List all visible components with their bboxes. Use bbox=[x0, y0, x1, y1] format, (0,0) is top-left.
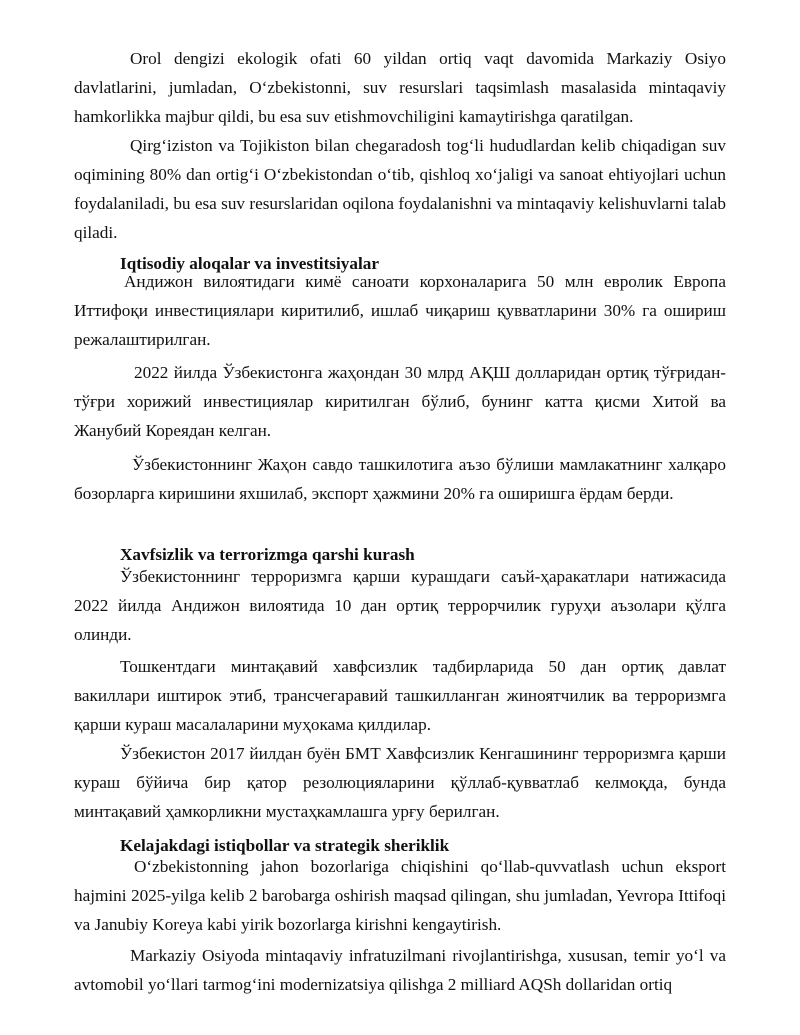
paragraph: Тошкентдаги минтақавий хавфсизлик тадбирларида 50 дан ортиқ давлат вакиллари иштирок этиб, трансчегаравий ташкилланган жиноятчилик ва терроризмга қарши кураш масалаларини муҳокама қилдилар. bbox=[74, 657, 726, 734]
paragraph: Orol dengizi ekologik ofati 60 yildan ortiq vaqt davomida Markaziy Osiyo davlatlarini, jumladan, O‘zbekistonni, suv resurslari taqsimlash masalasida mintaqaviy hamkorlikka majbur qildi, bu esa suv etishmovchiligini kamaytirishga qaratilgan. bbox=[74, 49, 726, 126]
paragraph: Ўзбекистоннинг терроризмга қарши курашдаги саъй-ҳаракатлари натижасида 2022 йилда Андижон вилоятида 10 дан ортиқ террорчилик гуруҳи аъзолари қўлга олинди. bbox=[74, 567, 726, 644]
paragraph: Markaziy Osiyoda mintaqaviy infratuzilmani rivojlantirishga, xususan, temir yo‘l va avtomobil yo‘llari tarmog‘ini modernizatsiya qilishga 2 milliard AQSh dollaridan ortiq bbox=[74, 946, 726, 994]
paragraph: O‘zbekistonning jahon bozorlariga chiqishini qo‘llab-quvvatlash uchun eksport hajmini 2025-yilga kelib 2 barobarga oshirish maqsad qilingan, shu jumladan, Yevropa Ittifoqi va Janubiy Koreya kabi yirik bozorlarga kirishni kengaytirish. bbox=[74, 857, 726, 934]
section-heading: Iqtisodiy aloqalar va investitsiyalar bbox=[120, 254, 379, 273]
section-heading: Xavfsizlik va terrorizmga qarshi kurash bbox=[120, 545, 415, 564]
paragraph: Ўзбекистоннинг Жаҳон савдо ташкилотига аъзо бўлиши мамлакатнинг халқаро бозорларга киришини яхшилаб, экспорт ҳажмини 20% га оширишга ёрдам берди. bbox=[74, 455, 726, 503]
section-heading: Kelajakdagi istiqbollar va strategik sheriklik bbox=[120, 836, 450, 855]
paragraph: 2022 йилда Ўзбекистонга жаҳондан 30 млрд АҚШ долларидан ортиқ тўғридан-тўғри хорижий инвестициялар киритилган бўлиб, бунинг катта қисми Хитой ва Жанубий Кореядан келган. bbox=[74, 363, 726, 440]
paragraph: Qirg‘iziston va Tojikiston bilan chegaradosh tog‘li hududlardan kelib chiqadigan suv oqimining 80% dan ortig‘i O‘zbekistondan o‘tib, qishloq xo‘jaligi va sanoat ehtiyojlari uchun foydalaniladi, bu esa suv resurslaridan oqilona foydalanishni va mintaqaviy kelishuvlarni talab qiladi. bbox=[74, 136, 726, 242]
paragraph: Ўзбекистон 2017 йилдан буён БМТ Хавфсизлик Кенгашининг терроризмга қарши кураш бўйича бир қатор резолюцияларини қўллаб-қувватлаб келмоқда, бунда минтақавий ҳамкорликни мустаҳкамлашга урғу берилган. bbox=[74, 744, 726, 821]
paragraph: Андижон вилоятидаги кимё саноати корхоналарига 50 млн евролик Европа Иттифоқи инвестициялари киритилиб, ишлаб чиқариш қувватларини 30% га ошириш режалаштирилган. bbox=[74, 272, 726, 349]
